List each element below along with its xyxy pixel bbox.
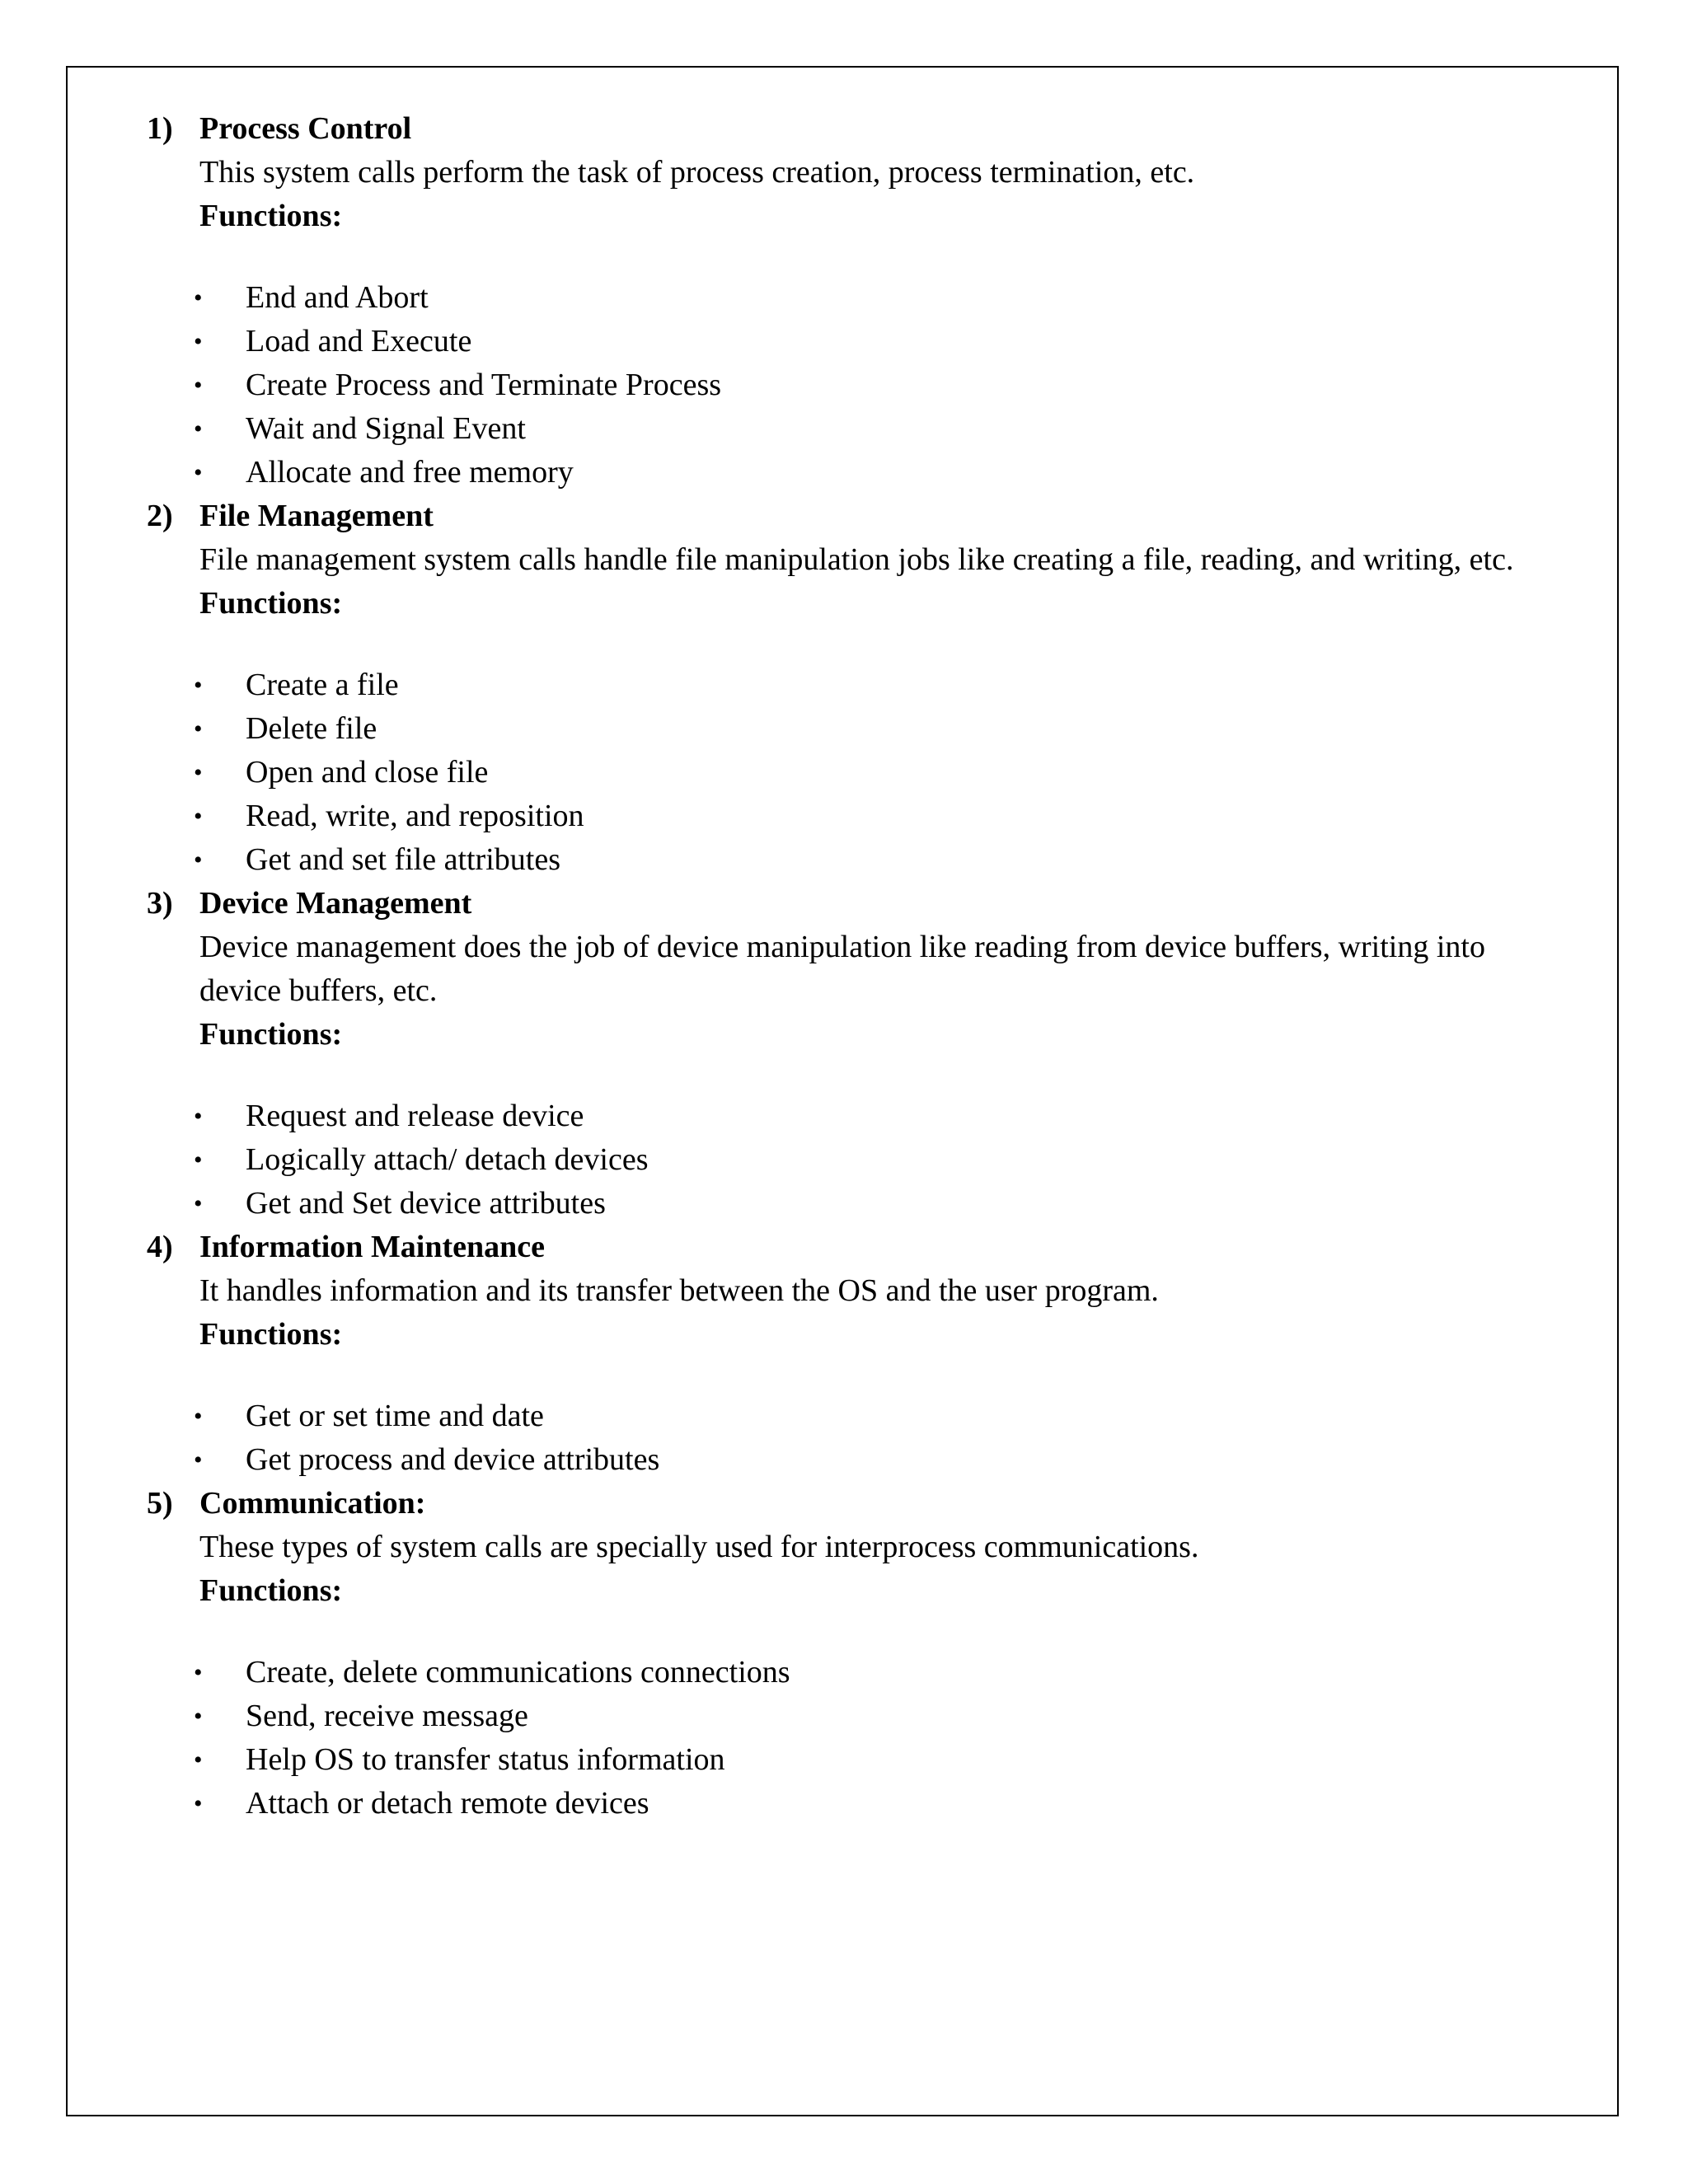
list-item-text: Request and release device [246,1099,584,1133]
list-item [147,320,1606,363]
functions-list [147,663,1606,882]
section-title: File Management [199,499,434,533]
bullet-icon: • [194,1146,203,1174]
bullet-icon: • [194,759,203,786]
section [147,882,1606,1226]
functions-label: Functions: [199,1573,343,1608]
section-description [199,1526,1606,1569]
list-item [147,707,1606,751]
section-body [199,538,1606,626]
section-heading [147,494,1606,538]
functions-list [147,276,1606,494]
list-item [147,794,1606,838]
list-item [147,276,1606,320]
description-line: These types of system calls are specially used for interprocess communications. [199,1530,1199,1564]
section-number: 1) [147,111,173,146]
section-body [199,1526,1606,1613]
bullet-icon: • [194,284,203,312]
section [147,1226,1606,1482]
list-item-text: Create, delete communications connections [246,1655,790,1690]
bullet-icon: • [194,372,203,399]
description-line: It handles information and its transfer between the OS and the user program. [199,1273,1159,1308]
bullet-icon: • [194,459,203,486]
list-item [147,1138,1606,1182]
list-item [147,1738,1606,1782]
section-description [199,538,1606,582]
section-description [199,151,1606,194]
list-item [147,451,1606,494]
list-item-text: Open and close file [246,755,489,790]
bullet-icon: • [194,1659,203,1686]
section-description [199,1269,1606,1313]
bullet-icon: • [194,803,203,830]
section-title: Process Control [199,111,412,146]
description-line: device buffers, etc. [199,973,438,1008]
list-item-text: Get and set file attributes [246,842,560,877]
list-item-text: Allocate and free memory [246,455,574,490]
functions-label: Functions: [199,1017,343,1052]
list-item [147,751,1606,794]
section-title: Device Management [199,886,472,921]
document-content [147,107,1606,1825]
list-item-text: Wait and Signal Event [246,411,526,446]
list-item [147,363,1606,407]
list-item-text: Attach or detach remote devices [246,1786,649,1821]
list-item-text: Get process and device attributes [246,1442,660,1477]
list-item [147,1394,1606,1438]
section-heading [147,107,1606,151]
bullet-icon: • [194,1790,203,1817]
functions-label: Functions: [199,199,343,233]
bullet-icon: • [194,1403,203,1430]
list-item-text: Help OS to transfer status information [246,1742,725,1777]
bullet-icon: • [194,672,203,699]
bullet-icon: • [194,715,203,743]
bullet-icon: • [194,328,203,355]
bullet-icon: • [194,415,203,443]
functions-list [147,1094,1606,1226]
list-item [147,1182,1606,1226]
section-body [199,1269,1606,1357]
description-line: File management system calls handle file manipulation jobs like creating a file, reading, and writing, etc. [199,542,1514,577]
section [147,107,1606,494]
section-description [199,926,1606,1013]
list-item-text: Create a file [246,668,399,702]
section-heading [147,1226,1606,1269]
bullet-icon: • [194,1446,203,1474]
functions-list [147,1394,1606,1482]
functions-label: Functions: [199,1317,343,1352]
bullet-icon: • [194,1103,203,1130]
list-item-text: Load and Execute [246,324,472,359]
section [147,1482,1606,1825]
description-line: Device management does the job of device manipulation like reading from device buffers, writing into [199,930,1485,964]
list-item-text: Send, receive message [246,1699,528,1733]
list-item [147,663,1606,707]
functions-label: Functions: [199,586,343,621]
list-item-text: End and Abort [246,280,429,315]
bullet-icon: • [194,1703,203,1730]
bullet-icon: • [194,846,203,874]
list-item [147,1651,1606,1694]
list-item-text: Get and Set device attributes [246,1186,606,1221]
section-body [199,151,1606,238]
list-item [147,1782,1606,1825]
section-number: 2) [147,499,173,533]
list-item-text: Logically attach/ detach devices [246,1142,649,1177]
section-number: 4) [147,1230,173,1264]
list-item-text: Create Process and Terminate Process [246,368,722,402]
section-number: 5) [147,1486,173,1521]
section-title: Communication: [199,1486,426,1521]
section-body [199,926,1606,1057]
bullet-icon: • [194,1746,203,1774]
list-item [147,838,1606,882]
description-line: This system calls perform the task of process creation, process termination, etc. [199,155,1195,190]
list-item-text: Read, write, and reposition [246,799,584,833]
list-item-text: Get or set time and date [246,1399,544,1433]
section [147,494,1606,882]
functions-list [147,1651,1606,1825]
list-item-text: Delete file [246,711,377,746]
bullet-icon: • [194,1190,203,1217]
section-heading [147,882,1606,926]
section-title: Information Maintenance [199,1230,546,1264]
section-heading [147,1482,1606,1526]
list-item [147,1094,1606,1138]
section-number: 3) [147,886,173,921]
list-item [147,1438,1606,1482]
list-item [147,407,1606,451]
list-item [147,1694,1606,1738]
